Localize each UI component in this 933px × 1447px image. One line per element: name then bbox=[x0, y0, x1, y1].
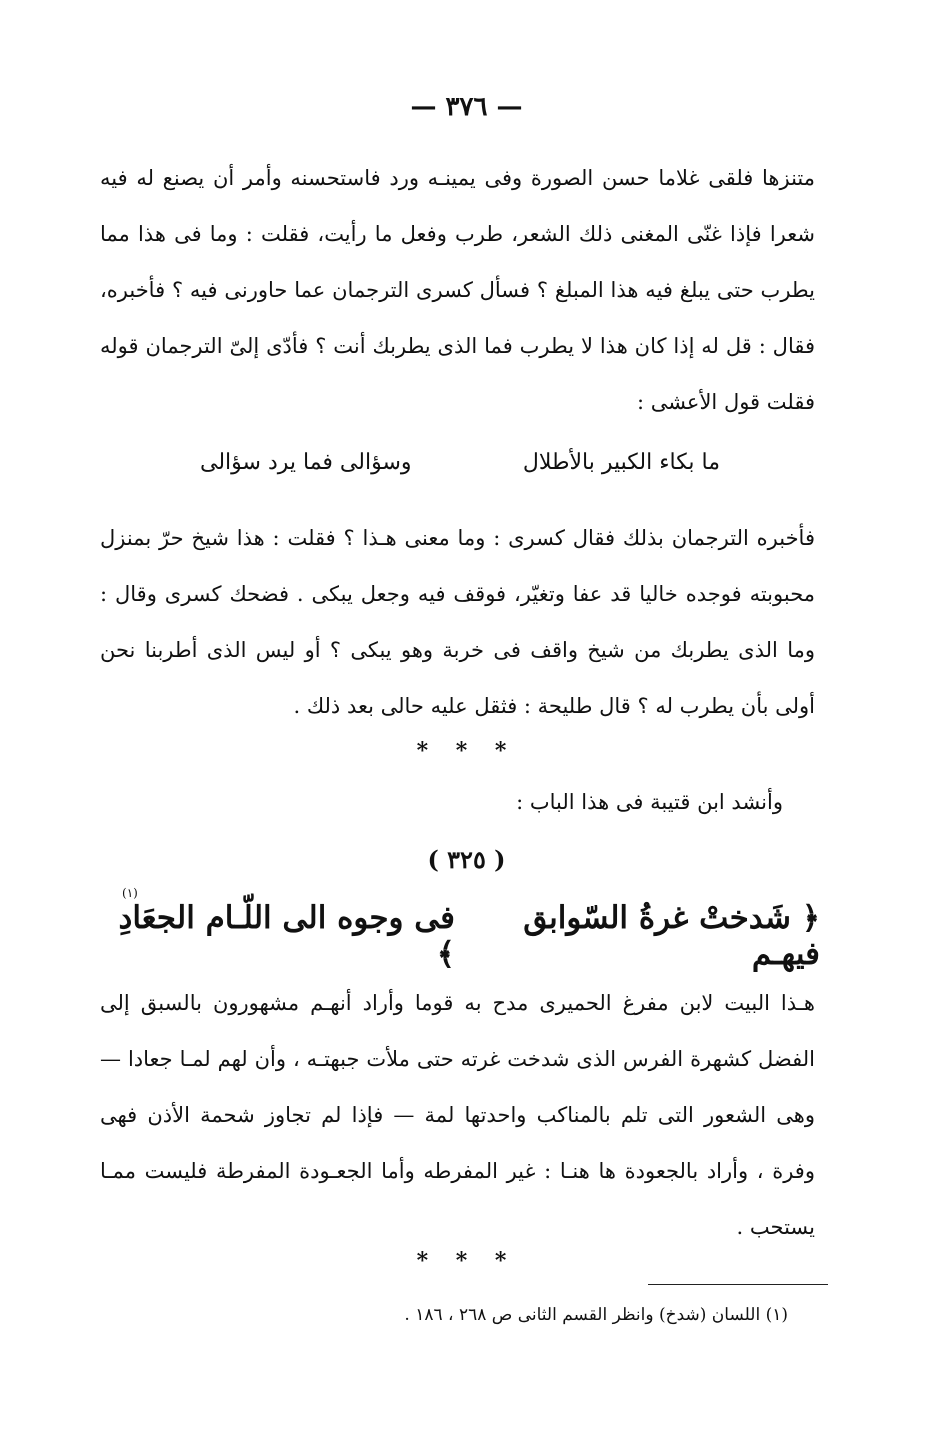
paragraph-2: فأخبره الترجمان بذلك فقال كسرى : وما معنى هـذا ؟ فقلت : هذا شيخ حرّ بمنزل محبوبته فوجده خاليا قد عفا وتغيّر، فوقف فيه وجعل يبكى . فضحك كسرى وقال : وما الذى يطربك من شيخ واقف فى خربة وهو يبكى ؟ أو ليس الذى أطربنا نحن أولى بأن يطرب له ؟ قال طليحة : فثقل عليه حالى بعد ذلك . bbox=[100, 526, 815, 718]
footnote-divider bbox=[648, 1284, 828, 1285]
footnote-reference: (١) bbox=[122, 886, 138, 900]
verse-1-first-hemistich: ما بكاء الكبير بالأطلال bbox=[522, 450, 720, 475]
verse-1 bbox=[200, 450, 720, 475]
intro-line: وأنشد ابن قتيبة فى هذا الباب : bbox=[516, 790, 783, 814]
verse-2-first-hemistich: ﴿ شَدختْ غرةُ السّوابق فيهـم bbox=[523, 900, 820, 972]
verse-1-second-hemistich: وسؤالى فما يرد سؤالى bbox=[200, 450, 412, 475]
footnote: (١) اللسان (شدخ) وانظر القسم الثانى ص ٢٦٨ ، ١٨٦ . bbox=[404, 1305, 788, 1325]
paragraph-3: هـذا البيت لابن مفرغ الحميرى مدح به قوما وأراد أنهـم مشهورون بالسبق إلى الفضل كشهرة الفرس الذى شدخت غرته حتى ملأت جبهتـه ، وأن لهم لمـا جعادا — وهى الشعور التى تلم بالمناكب واحدتها لمة — فإذا لم تجاوز شحمة الأذن فهى وفرة ، وأراد بالجعودة ها هنـا : غير المفرطه وأما الجعـودة المفرطة فليست ممـا يستحب . bbox=[100, 991, 815, 1239]
page-number: — ٣٧٦ — bbox=[410, 92, 523, 122]
verse-2 bbox=[100, 900, 820, 972]
verse-2-second-hemistich: فى وجوه الى اللّـام الجعَادِ ﴾ bbox=[118, 900, 455, 972]
separator-2: * * * bbox=[416, 1248, 517, 1274]
paragraph-1: متنزها فلقى غلاما حسن الصورة وفى يمينـه ورد فاستحسنه وأمر أن يصنع له فيه شعرا فإذا غنّى المغنى ذلك الشعر، طرب وفعل ما رأيت، فقلت : وما فى هذا مما يطرب حتى يبلغ فيه هذا المبلغ ؟ فسأل كسرى الترجمان عما حاورنى فيه ؟ فأخبره، فقال : قل له إذا كان هذا لا يطرب فما الذى يطربك أنت ؟ فأدّى إلىّ الترجمان قوله فقلت قول الأعشى : bbox=[100, 166, 815, 414]
entry-number: ( ٣٢٥ ) bbox=[427, 845, 506, 874]
separator-1: * * * bbox=[416, 738, 517, 764]
